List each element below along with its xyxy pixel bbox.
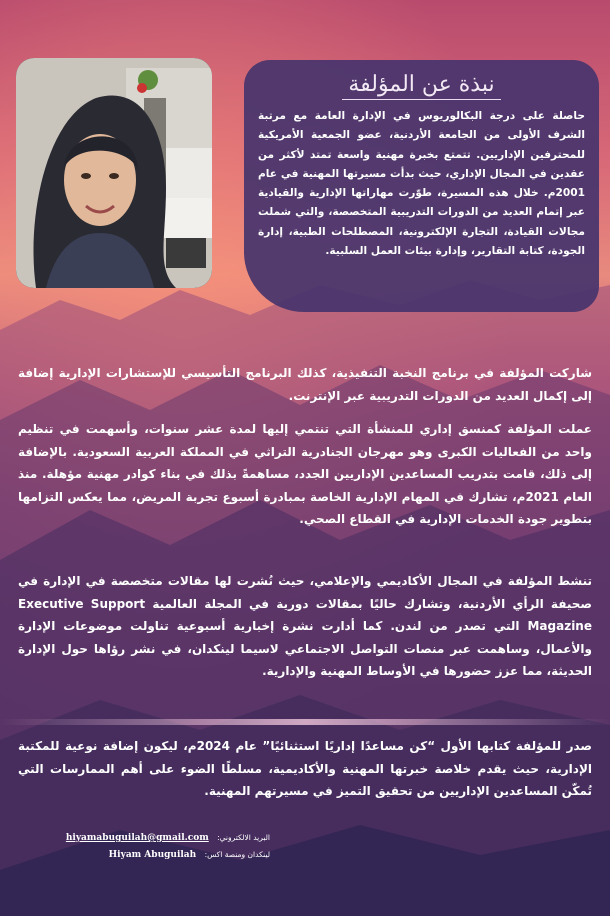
social-handle[interactable]: Hiyam Abuguilah bbox=[108, 850, 197, 860]
bio-title bbox=[258, 72, 585, 97]
paragraph-media bbox=[18, 570, 592, 683]
email-link[interactable]: hiyamabuguilah@gmail.com bbox=[65, 833, 209, 843]
author-photo-frame bbox=[16, 58, 212, 288]
contact-email bbox=[60, 833, 270, 843]
divider-line bbox=[0, 719, 610, 725]
social-label: لينكدان ومنصة اكس: bbox=[204, 850, 270, 859]
author-photo bbox=[16, 58, 212, 288]
author-bio-box bbox=[244, 60, 599, 312]
paragraph-text: صدر للمؤلفة كتابها الأول “كن مساعدًا إداريًا استثنائيًا” عام 2024م، ليكون إضافة نوعية للمكتبة الإدارية، حيث يقدم خلاصة خبرتها المهنية والأكاديمية، مسلطًا الضوء على أهم الممارسات التي تُمكّن المساعدين الإداريين من تحقيق التميز في مسيرتهم المهنية. bbox=[18, 739, 593, 799]
email-label: البريد الالكتروني: bbox=[217, 833, 270, 842]
paragraph-text: عملت المؤلفة كمنسق إداري للمنشأة التي تنتمي إليها لمدة عشر سنوات، وأسهمت في تنظيم واحد من الفعاليات الكبرى وهو مهرجان الجنادرية التراثي في المملكة العربية السعودية. بالإضافة إلى ذلك، قامت بتدريب المساعدين الإداريين الجدد، مساهمةً بذلك في بناء كوادر مهنية مؤهلة. منذ العام 2021م، تشارك في المهام الإدارية الخاصة بمبادرة أسبوع تجربة المريض، مما يعكس التزامها بتطوير جودة الخدمات الإدارية في القطاع الصحي. bbox=[18, 422, 593, 527]
contact-social bbox=[60, 850, 270, 860]
bio-title-text: نبذة عن المؤلفة bbox=[342, 72, 500, 100]
paragraph-text: شاركت المؤلفة في برنامج النخبة التنفيذية، كذلك البرنامج التأسيسي للإستشارات الإدارية إضافة إلى إكمال العديد من الدورات التدريبية عبر الإنترنت. bbox=[18, 366, 592, 403]
paragraph-programs bbox=[18, 362, 592, 407]
bio-text: حاصلة على درجة البكالوريوس في الإدارة العامة مع مرتبة الشرف الأولى من الجامعة الأردنية، عضو الجمعية الأمريكية للمحترفين الإداريين. تتمتع بخبرة مهنية واسعة تمتد لأكثر من عقدين في المجال الإداري، حيث بدأت مسيرتها المهنية في عام 2001م. خلال هذه المسيرة، طوّرت مهاراتها الإدارية والقيادية عبر إتمام العديد من الدورات التدريبية المتخصصة، والتي شملت مجالات القيادة، التجارة الإلكترونية، المصطلحات الطبية، إدارة الجودة، كتابة التقارير، وإدارة بيئات العمل السلبية. bbox=[258, 110, 585, 258]
paragraph-book bbox=[18, 735, 592, 803]
paragraph-text: تنشط المؤلفة في المجال الأكاديمي والإعلامي، حيث نُشرت لها مقالات متخصصة في الإدارة في صحيفة الرأي الأردنية، وتشارك حاليًا بمقالات دورية في المجلة العالمية Executive Support Magazine التي تصدر من لندن. كما أدارت نشرة إخبارية أسبوعية تناولت موضوعات الإدارة والأعمال، وساهمت عبر منصات التواصل الاجتماعي لاسيما لينكدان، في نشر رؤاها حول الإدارة الحديثة، مما عزز حضورها في الأوساط المهنية والإدارية. bbox=[18, 574, 592, 679]
paragraph-experience bbox=[18, 418, 592, 531]
